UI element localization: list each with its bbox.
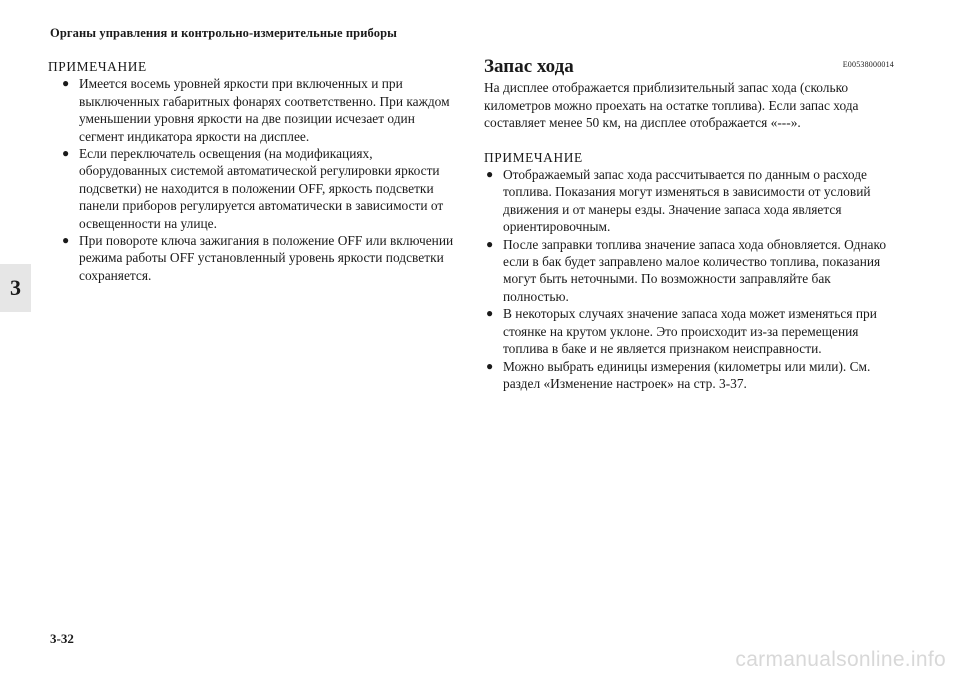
section-body: На дисплее отображается приблизительный запас хода (сколько километров можно проехать на остатке топлива). Если запас хода составляет менее 50 км, на дисплее отображается «---».	[484, 80, 859, 131]
list-item	[484, 358, 894, 393]
note-list	[60, 75, 460, 284]
list-item	[484, 236, 894, 306]
section-code: E00538000014	[842, 60, 894, 69]
bullet-icon: ●	[62, 233, 70, 248]
note-title: ПРИМЕЧАНИЕ	[48, 59, 147, 74]
bullet-icon: ●	[486, 306, 494, 321]
list-item-text: В некоторых случаях значение запаса хода может изменяться при стоянке на крутом уклоне. Это происходит из-за перемещения топлива в баке и не является признаком неисправности.	[503, 306, 877, 357]
list-item	[484, 166, 894, 236]
section-title: Запас хода	[484, 56, 574, 77]
list-item-text: Если переключатель освещения (на модификациях, оборудованных системой автоматической регулировки яркости подсветки) не находится в положении OFF, яркость подсветки панели приборов регулируется автоматически в зависимости от освещенности на улице.	[79, 146, 444, 231]
page-number: 3-32	[50, 631, 74, 646]
list-item	[484, 305, 894, 357]
section-heading	[484, 56, 894, 75]
list-item	[60, 75, 460, 145]
chapter-tab: 3	[0, 264, 31, 312]
list-item-text: Имеется восемь уровней яркости при включенных и при выключенных габаритных фонарях соответственно. При каждом уменьшении уровня яркости на две позиции исчезает один сегмент индикатора яркости на дисплее.	[79, 76, 450, 144]
bullet-icon: ●	[486, 236, 494, 251]
note-block	[484, 149, 894, 393]
watermark: carmanualsonline.info	[735, 648, 946, 671]
bullet-icon: ●	[486, 358, 494, 373]
bullet-icon: ●	[62, 76, 70, 91]
list-item-text: После заправки топлива значение запаса хода обновляется. Однако если в бак будет заправлено малое количество топлива, показания могут быть неточными. По возможности заправляйте бак полностью.	[503, 236, 887, 304]
list-item-text: При повороте ключа зажигания в положение OFF или включении режима работы OFF установленный уровень яркости подсветки сохраняется.	[79, 233, 454, 283]
list-item-text: Можно выбрать единицы измерения (километры или мили). См. раздел «Изменение настроек» на стр. 3-37.	[503, 358, 871, 391]
note-list	[484, 166, 894, 392]
note-title: ПРИМЕЧАНИЕ	[484, 149, 583, 165]
list-item-text: Отображаемый запас хода рассчитывается по данным о расходе топлива. Показания могут изменяться в зависимости от условий движения и от манеры езды. Значение запаса хода является ориентировочным.	[503, 167, 871, 235]
page-header-title: Органы управления и контрольно-измерительные приборы	[50, 26, 397, 40]
right-column	[484, 56, 894, 392]
bullet-icon: ●	[486, 167, 494, 182]
bullet-icon: ●	[62, 146, 70, 161]
list-item	[60, 145, 460, 232]
list-item	[60, 232, 460, 284]
left-column	[48, 58, 460, 284]
